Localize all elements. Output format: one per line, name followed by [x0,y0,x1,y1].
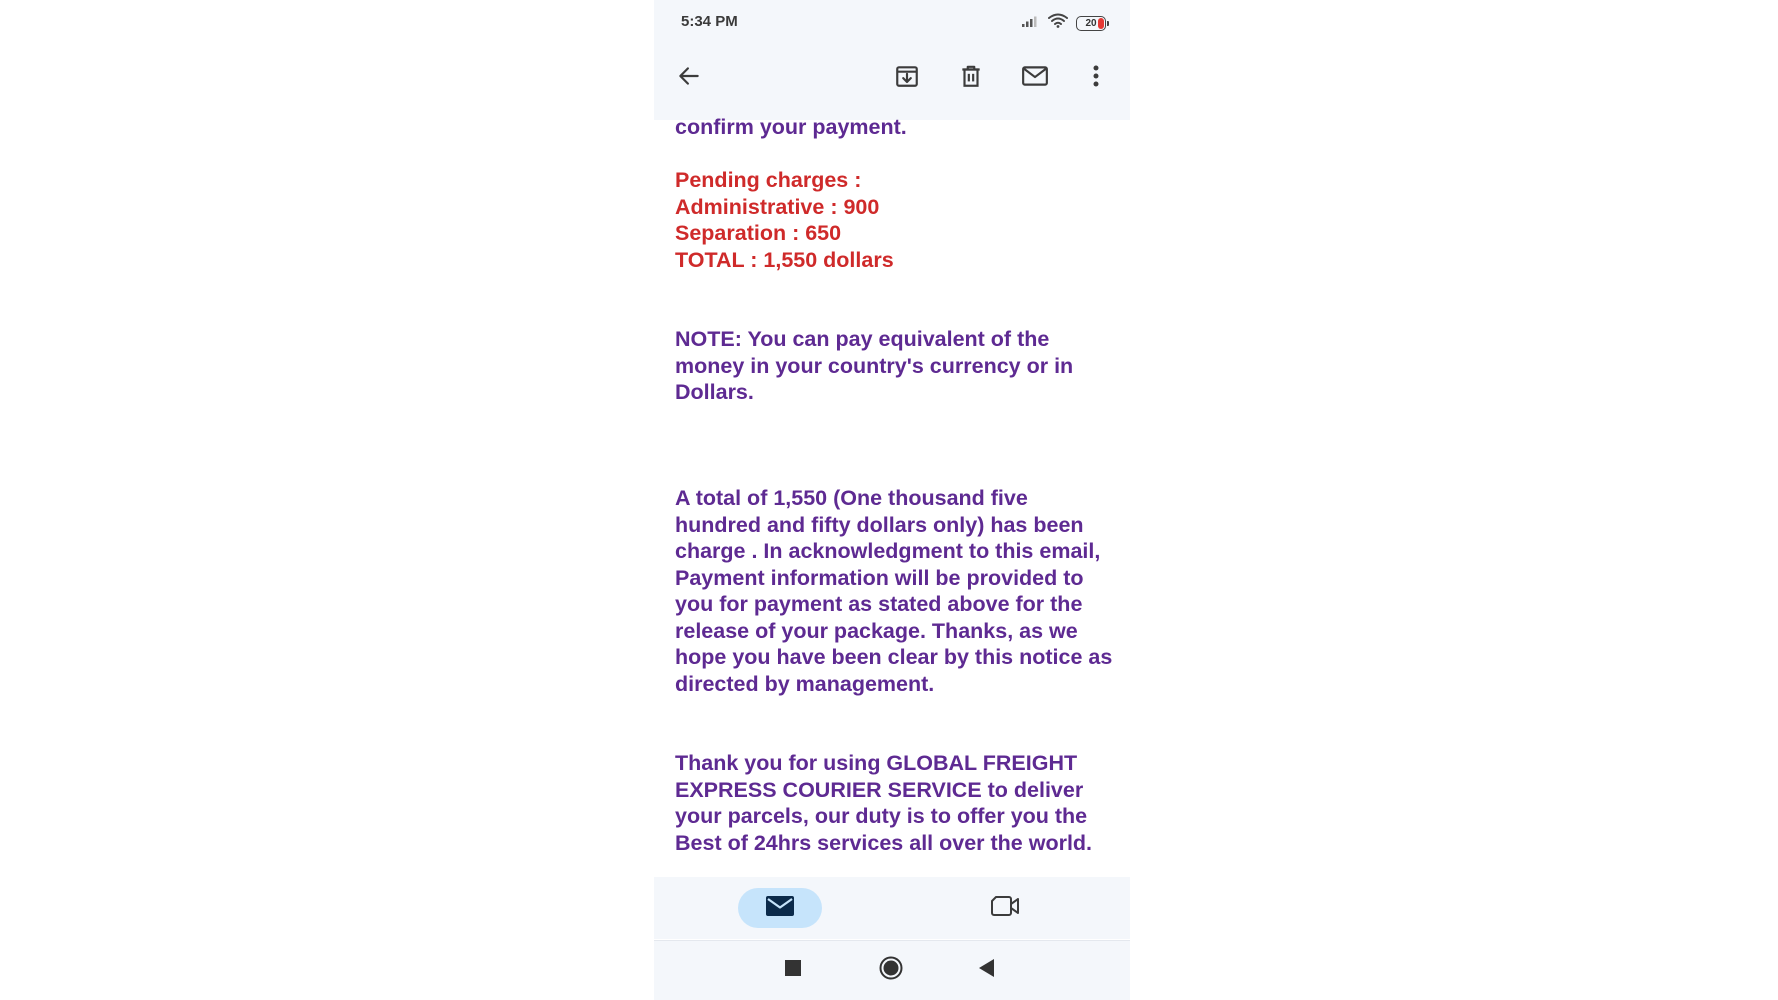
wifi-icon [1048,13,1068,33]
battery-icon [1076,16,1106,31]
status-bar [654,0,1130,46]
home-circle-icon [879,956,903,985]
status-time: 5:34 PM [681,13,738,30]
total-paragraph: A total of 1,550 (One thousand five hundred and fifty dollars only) has been charge . In acknowledgment to this email, Payment information will be provided to you for payment as stated above for the release of your package. Thanks, as we hope you have been clear by this notice as directed by management. [675,486,1113,696]
phone-screen [654,0,1130,1000]
status-icons [1022,13,1106,33]
intro-line: confirm your payment. [675,115,907,139]
meet-video-icon [990,895,1020,922]
more-options-button[interactable] [1078,60,1114,96]
recents-square-icon [785,960,801,981]
mail-icon [765,895,795,922]
system-back-button[interactable] [972,955,1002,985]
delete-icon [958,63,984,94]
recents-button[interactable] [778,955,808,985]
note-paragraph: NOTE: You can pay equivalent of the money in your country's currency or in Dollars. [675,327,1074,404]
charge-total: TOTAL : 1,550 dollars [675,247,894,272]
home-button[interactable] [876,955,906,985]
header-area [654,0,1130,120]
back-button[interactable] [671,60,707,96]
mark-unread-icon [1021,63,1049,94]
signal-icon [1022,14,1040,32]
back-arrow-icon [676,63,702,94]
email-body [675,114,1115,870]
delete-button[interactable] [953,60,989,96]
archive-button[interactable] [889,60,925,96]
bottom-nav-bar [654,877,1130,939]
pending-charges-heading: Pending charges : [675,168,862,192]
back-triangle-icon [979,959,995,982]
thanks-paragraph: Thank you for using GLOBAL FREIGHT EXPRESS COURIER SERVICE to deliver your parcels, our duty is to offer you the Best of 24hrs services all over the world. [675,751,1093,855]
charge-line: Administrative : 900 [675,194,880,219]
system-nav-bar [654,940,1130,1000]
mark-unread-button[interactable] [1017,60,1053,96]
archive-icon [894,63,920,94]
charge-line: Separation : 650 [675,221,842,245]
nav-mail-tab[interactable] [738,888,822,928]
email-toolbar [654,52,1130,104]
battery-level: 20 [1085,17,1097,29]
more-vert-icon [1092,64,1100,93]
nav-meet-tab[interactable] [980,888,1030,928]
